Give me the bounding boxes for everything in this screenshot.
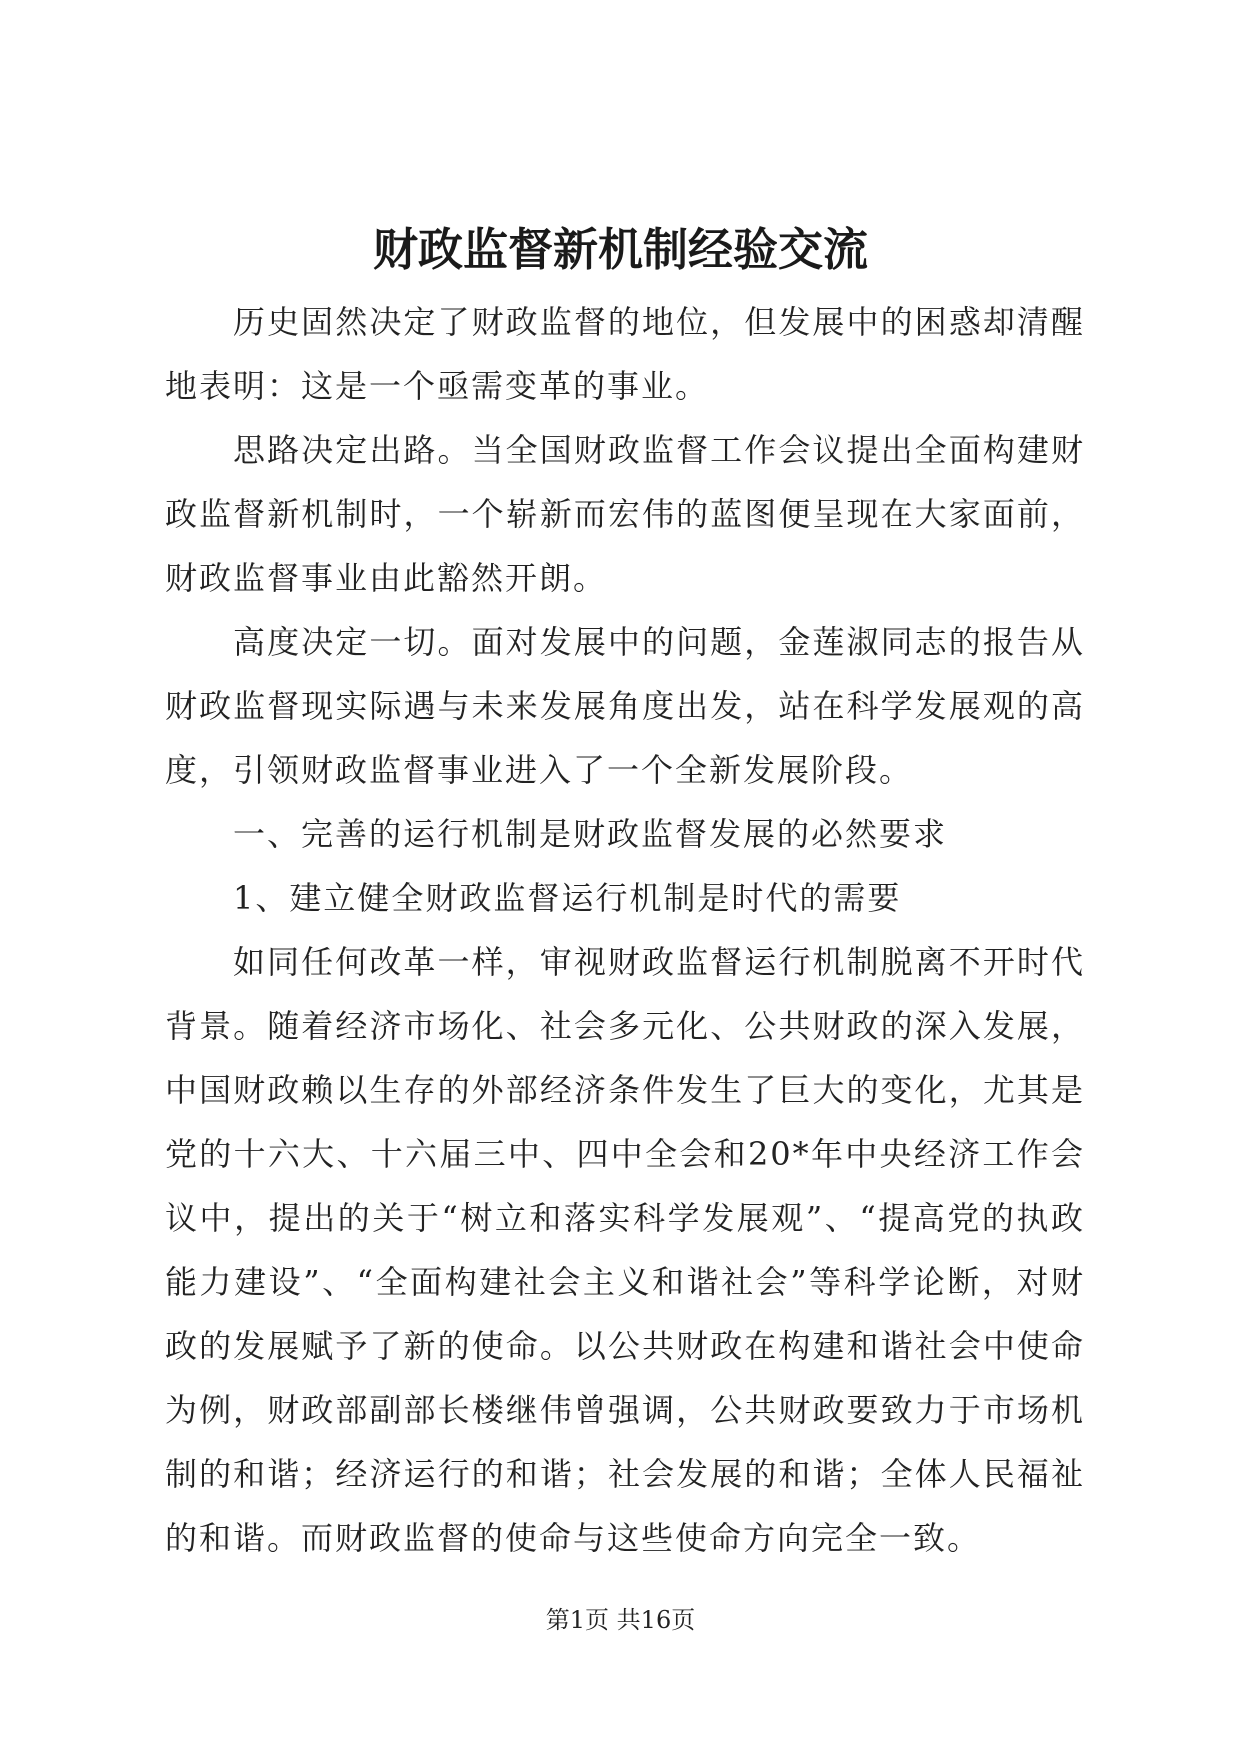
section-heading: 一、完善的运行机制是财政监督发展的必然要求 — [233, 815, 948, 853]
paragraph: 历史固然决定了财政监督的地位，但发展中的困惑却清醒地表明：这是一个亟需变革的事业。 — [165, 303, 1085, 405]
document-body — [165, 290, 1085, 1570]
paragraph: 高度决定一切。面对发展中的问题，金莲淑同志的报告从财政监督现实际遇与未来发展角度出发，站在科学发展观的高度，引领财政监督事业进入了一个全新发展阶段。 — [165, 623, 1085, 789]
page-footer: 第1页 共16页 — [545, 1606, 696, 1634]
paragraph: 思路决定出路。当全国财政监督工作会议提出全面构建财政监督新机制时，一个崭新而宏伟的蓝图便呈现在大家面前，财政监督事业由此豁然开朗。 — [165, 431, 1085, 597]
document-title: 财政监督新机制经验交流 — [372, 223, 868, 276]
paragraph: 如同任何改革一样，审视财政监督运行机制脱离不开时代背景。随着经济市场化、社会多元化、公共财政的深入发展，中国财政赖以生存的外部经济条件发生了巨大的变化，尤其是党的十六大、十六届三中、四中全会和20*年中央经济工作会议中，提出的关于“树立和落实科学发展观”、“提高党的执政能力建设”、“全面构建社会主义和谐社会”等科学论断，对财政的发展赋予了新的使命。以公共财政在构建和谐社会中使命为例，财政部副部长楼继伟曾强调，公共财政要致力于市场机制的和谐；经济运行的和谐；社会发展的和谐；全体人民福祉的和谐。而财政监督的使命与这些使命方向完全一致。 — [165, 943, 1085, 1557]
subsection-heading: 1、建立健全财政监督运行机制是时代的需要 — [233, 879, 902, 917]
